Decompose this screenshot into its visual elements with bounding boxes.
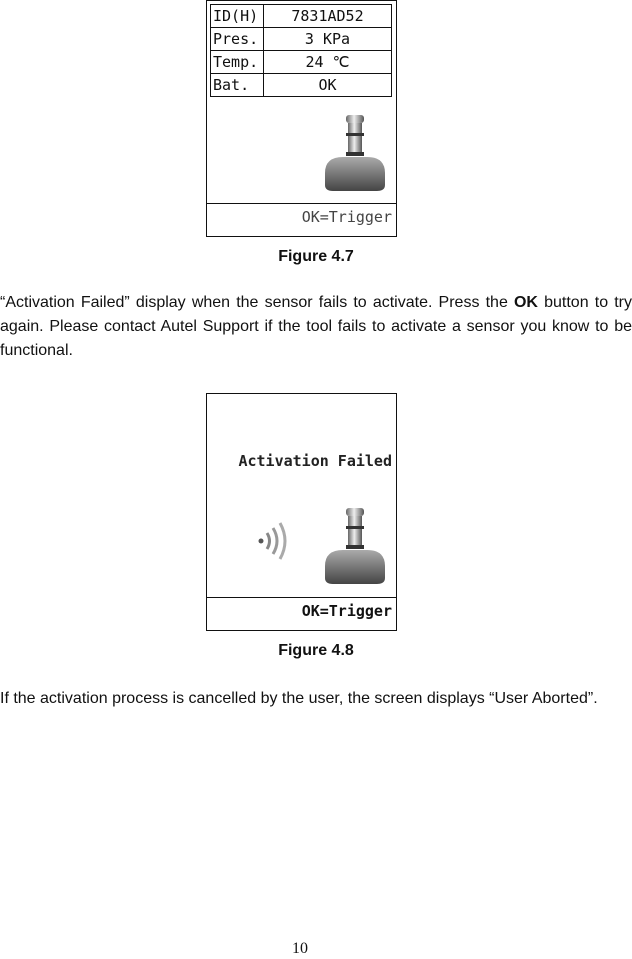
pressure-label: Pres. <box>211 28 264 51</box>
activation-failed-paragraph <box>0 291 632 363</box>
id-label: ID(H) <box>211 5 264 28</box>
paragraph-text: “Activation Failed” display when the sensor fails to activate. Press the <box>0 294 514 311</box>
page-number: 10 <box>292 940 308 957</box>
pressure-value: 3 KPa <box>264 28 392 51</box>
user-aborted-paragraph: If the activation process is cancelled by the user, the screen displays “User Aborted”. <box>0 690 598 707</box>
tpms-sensor-icon <box>319 113 391 195</box>
ok-key-text: OK <box>513 294 538 311</box>
tpms-sensor-icon <box>319 506 391 588</box>
figure-4-8-caption: Figure 4.8 <box>278 642 354 659</box>
battery-label: Bat. <box>211 74 264 97</box>
wireless-signal-icon <box>257 519 295 563</box>
footer-divider <box>207 597 396 598</box>
activation-failed-status: Activation Failed <box>238 452 392 470</box>
figure-4-7-screen <box>206 0 397 237</box>
table-row <box>211 28 392 51</box>
battery-value: OK <box>264 74 392 97</box>
table-row <box>211 51 392 74</box>
table-row <box>211 74 392 97</box>
ok-trigger-label: OK=Trigger <box>301 602 392 620</box>
paragraph-text: button to try again. Please contact Autel Support if the tool fails to activate a sensor you know to be functional. <box>0 294 632 359</box>
table-row <box>211 5 392 28</box>
sensor-info-table <box>210 4 392 97</box>
id-value: 7831AD52 <box>264 5 392 28</box>
figure-4-8-screen <box>206 393 397 631</box>
temperature-label: Temp. <box>211 51 264 74</box>
figure-4-7-caption: Figure 4.7 <box>278 248 354 265</box>
temperature-value: 24 ℃ <box>264 51 392 74</box>
footer-divider <box>207 203 396 204</box>
ok-trigger-label: OK=Trigger <box>301 208 392 226</box>
